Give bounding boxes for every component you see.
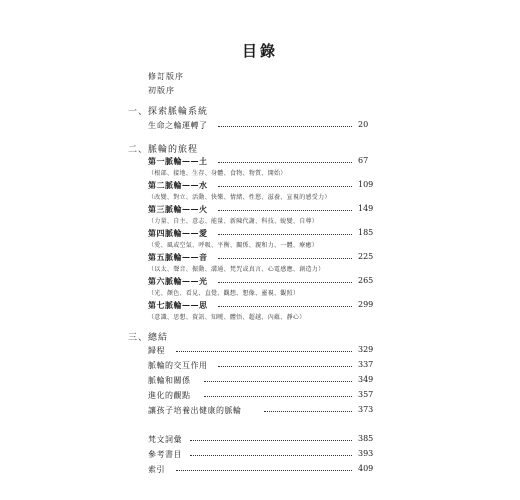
toc-entry-label: 生命之輪運轉了 [148, 121, 208, 130]
toc-entry-label: 歸程 [148, 346, 165, 355]
dot-leader [218, 126, 352, 127]
toc-entry-subtitle: （光、顏色、看見、直覺、觀想、想像、靈視、觀照） [148, 290, 300, 297]
toc-entry-subtitle: （力量、自主、意志、能量、新陳代謝、科技、蛻變、自尊） [148, 218, 319, 225]
toc-entry-subtitle: （改變、對立、活動、快樂、情緒、性慾、滋養、宣視的感受力） [148, 194, 331, 201]
toc-entry-label: 第二脈輪——水 [148, 180, 208, 190]
dot-leader [218, 282, 352, 283]
toc-entry[interactable] [148, 464, 374, 474]
dot-leader [218, 234, 352, 235]
section-heading-conclusion: 三、總結 [128, 333, 169, 343]
toc-entry-page: 185 [358, 228, 374, 237]
toc-entry-label: 脈輪和關係 [148, 376, 191, 385]
dot-leader [218, 258, 352, 259]
section-heading-journey: 二、脈輪的旅程 [128, 145, 199, 155]
toc-entry[interactable] [148, 390, 374, 400]
toc-entry-page: 373 [358, 405, 374, 414]
dot-leader [204, 396, 352, 397]
toc-entry[interactable] [148, 434, 374, 444]
preface-first: 初版序 [148, 86, 175, 95]
toc-entry-label: 第五脈輪——音 [148, 252, 208, 262]
toc-entry-label: 讓孩子培養出健康的脈輪 [148, 406, 242, 415]
dot-leader [176, 351, 352, 352]
toc-entry-page: 225 [358, 252, 374, 261]
toc-entry-label: 脈輪的交互作用 [148, 361, 208, 370]
toc-entry-page: 409 [358, 464, 374, 473]
toc-entry-subtitle: （愛、風或空氣、呼吸、平衡、關係、親和力、一體、療癒） [148, 242, 319, 249]
preface-revised: 修訂版序 [148, 72, 184, 81]
toc-entry[interactable] [148, 405, 374, 415]
dot-leader [218, 210, 352, 211]
dot-leader [190, 440, 352, 441]
toc-entry-page: 265 [358, 276, 374, 285]
toc-entry-label: 進化的觀點 [148, 391, 191, 400]
toc-entry[interactable] [148, 300, 374, 310]
toc-entry-page: 299 [358, 300, 374, 309]
dot-leader [204, 381, 352, 382]
toc-entry-page: 357 [358, 390, 374, 399]
toc-entry-page: 329 [358, 345, 374, 354]
dot-leader [176, 470, 352, 471]
toc-entry-page: 337 [358, 360, 374, 369]
toc-entry[interactable] [148, 252, 374, 262]
toc-entry[interactable] [148, 204, 374, 214]
toc-entry-label: 索引 [148, 465, 165, 474]
dot-leader [218, 186, 352, 187]
toc-entry-page: 385 [358, 434, 374, 443]
toc-entry[interactable] [148, 276, 374, 286]
toc-entry-label: 第四脈輪——愛 [148, 228, 208, 238]
toc-entry[interactable] [148, 345, 374, 355]
dot-leader [218, 162, 352, 163]
toc-entry-page: 393 [358, 449, 374, 458]
toc-entry[interactable] [148, 120, 374, 130]
toc-entry-page: 20 [358, 120, 369, 129]
toc-entry[interactable] [148, 180, 374, 190]
toc-entry[interactable] [148, 360, 374, 370]
dot-leader [264, 411, 352, 412]
dot-leader [218, 366, 352, 367]
toc-entry-subtitle: （意識、思想、資訊、知曉、體悟、超越、內蘊、靜心） [148, 314, 306, 321]
toc-entry-label: 第三脈輪——火 [148, 204, 208, 214]
section-heading-explore: 一、探索脈輪系統 [128, 107, 209, 117]
dot-leader [190, 455, 352, 456]
toc-entry-subtitle: （根部、接地、生存、身體、食物、物質、開始） [148, 170, 287, 177]
toc-entry[interactable] [148, 375, 374, 385]
dot-leader [218, 306, 352, 307]
toc-entry[interactable] [148, 156, 374, 166]
toc-entry-label: 第一脈輪——土 [148, 156, 208, 166]
toc-entry-subtitle: （以太、聲音、振動、溝通、梵咒或真言、心電感應、創造力） [148, 266, 325, 273]
page-title: 目錄 [241, 42, 278, 60]
toc-entry-label: 第七脈輪——思 [148, 300, 208, 310]
toc-entry[interactable] [148, 449, 374, 459]
toc-entry-label: 第六脈輪——光 [148, 276, 208, 286]
toc-entry-label: 參考書目 [148, 450, 182, 459]
toc-entry-page: 67 [358, 156, 369, 165]
toc-entry-page: 349 [358, 375, 374, 384]
toc-entry-page: 149 [358, 204, 374, 213]
toc-entry-label: 梵文詞彙 [148, 435, 182, 444]
toc-entry[interactable] [148, 228, 374, 238]
toc-entry-page: 109 [358, 180, 374, 189]
